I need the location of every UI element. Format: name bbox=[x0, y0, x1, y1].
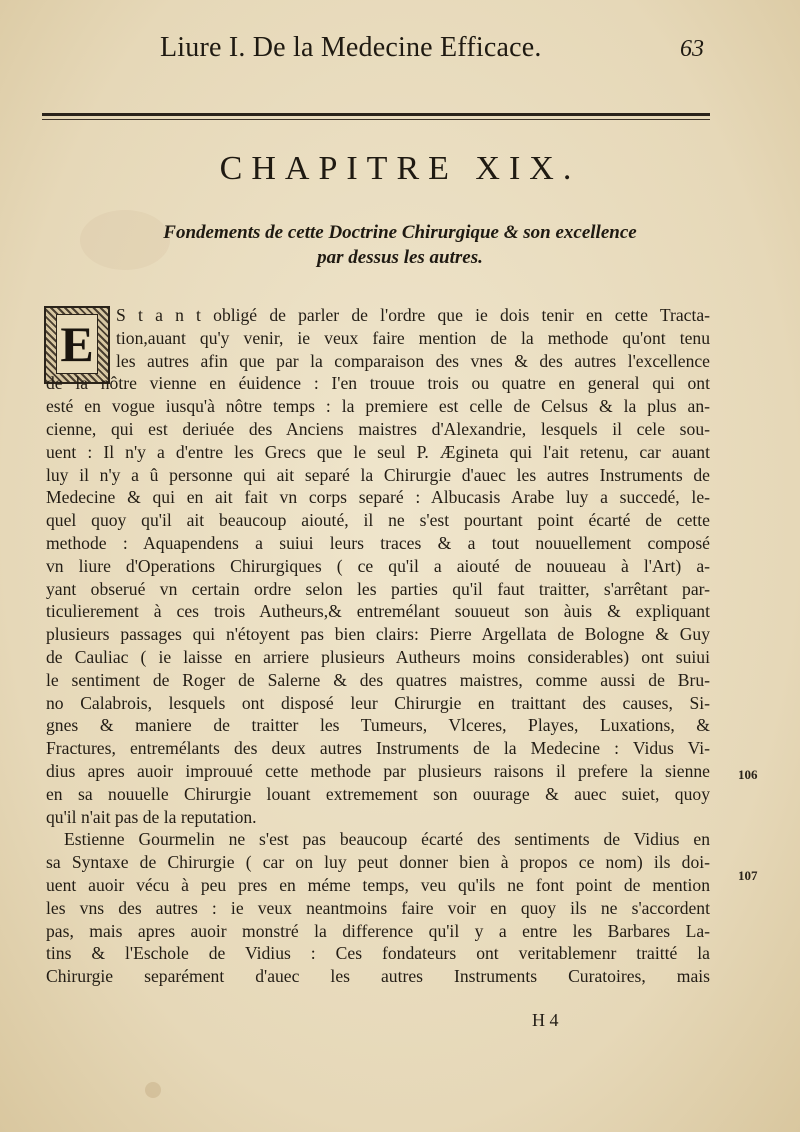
text-line: luy il n'y a û personne qui ait separé la Chirurgie d'auec les autres Instruments de bbox=[46, 464, 710, 485]
text-line: Chirurgie separément d'auec les autres Instruments Curatoires, mais bbox=[46, 966, 710, 987]
text-line: gnes & maniere de traitter les Tumeurs, Vlceres, Playes, Luxations, & bbox=[46, 715, 710, 736]
signature-mark: H 4 bbox=[532, 1010, 559, 1030]
text-line: esté en vogue iusqu'à nôtre temps : la premiere est celle de Celsus & la plus an- bbox=[46, 396, 710, 417]
text-line: de la nôtre vienne en éuidence : I'en trouue trois ou quatre en general qui ont bbox=[46, 373, 710, 394]
margin-note: 106 bbox=[738, 767, 758, 782]
text-line: qu'il n'ait pas de la reputation. bbox=[46, 806, 257, 827]
text-line: yant obserué vn certain ordre selon les parties qu'il faut traitter, s'arrêtant par- bbox=[46, 578, 710, 599]
text-line: de Cauliac ( ie laisse en arriere plusieurs Autheurs moins considerables) ont suiui bbox=[46, 646, 710, 667]
text-line: pas, mais apres auoir monstré la difference qu'il y a entre les Barbares La- bbox=[46, 920, 710, 941]
text-line: plusieurs passages qui n'étoyent pas bien clairs: Pierre Argellata de Bologne & Guy bbox=[46, 624, 710, 645]
text-line: uent auoir vécu à peu pres en méme temps, veu qu'ils ne font point de mention bbox=[46, 874, 710, 895]
chapter-subtitle-line: Fondements de cette Doctrine Chirurgique & son excellence bbox=[163, 222, 637, 243]
running-title: Liure I. De la Medecine Efficace. bbox=[160, 32, 542, 63]
paper-stain bbox=[145, 1082, 161, 1098]
drop-cap-letter: E bbox=[56, 314, 98, 374]
text-line: S t a n t obligé de parler de l'ordre que ie dois tenir en cette Tracta- bbox=[116, 305, 710, 325]
text-line: quel quoy qu'il ait beaucoup aiouté, il ne s'est pourtant point écarté de cette bbox=[46, 510, 710, 531]
chapter-subtitle-line: par dessus les autres. bbox=[317, 247, 483, 268]
chapter-heading: CHAPITRE XIX. bbox=[219, 150, 581, 187]
page-number: 63 bbox=[680, 36, 704, 62]
text-line: tins & l'Eschole de Vidius : Ces fondateurs ont veritablemenr traitté la bbox=[46, 943, 710, 964]
margin-note: 107 bbox=[738, 868, 758, 883]
text-line: tion,auant qu'y venir, ie veux faire mention de la methode qu'ont tenu bbox=[116, 327, 710, 348]
header-rule bbox=[42, 113, 710, 116]
text-line: uent : Il n'y a d'entre les Grecs que le seul P. Ægineta qui l'ait retenu, car auant bbox=[46, 441, 710, 462]
text-line: methode : Aquapendens a suiui leurs traces & a tout nouuellement composé bbox=[46, 532, 710, 553]
text-line: cienne, qui est deriuée des Anciens maistres d'Alexandrie, lesquels il cele sou- bbox=[46, 418, 710, 439]
text-line: dius apres auoir improuué cette methode par plusieurs raisons il prefere la sienne bbox=[46, 760, 710, 781]
text-line: vn liure d'Operations Chirurgiques ( ce qu'il a aiouté de nouueau à l'Art) a- bbox=[46, 555, 710, 576]
text-line: Medecine & qui en ait fait vn corps separé : Albucasis Arabe luy a succedé, le- bbox=[46, 487, 710, 508]
text-line: no Calabrois, lesquels ont disposé leur Chirurgie en traittant des causes, Si- bbox=[46, 692, 710, 713]
text-line: Fractures, entremélants des deux autres Instruments de la Medecine : Vidus Vi- bbox=[46, 738, 710, 759]
text-line: Estienne Gourmelin ne s'est pas beaucoup écarté des sentiments de Vidius en bbox=[64, 829, 710, 850]
text-line: en sa nouuelle Chirurgie louant extremement son ouurage & auec suiet, quoy bbox=[46, 783, 710, 804]
text-line: le sentiment de Roger de Salerne & des quatres maistres, comme aussi de Bru- bbox=[46, 669, 710, 690]
body-text bbox=[46, 304, 710, 988]
text-line: les autres afin que par la comparaison des vnes & des autres l'excellence bbox=[116, 350, 710, 371]
text-line: les vns des autres : ie veux neantmoins faire voir en quoy ils ne s'accordent bbox=[46, 897, 710, 918]
text-line: ticulierement à ces trois Autheurs,& entremélant souueut son àuis & expliquant bbox=[46, 601, 710, 622]
text-line: sa Syntaxe de Chirurgie ( car on luy peut donner bien à propos ce nom) ils doi- bbox=[46, 852, 710, 873]
running-head bbox=[0, 28, 800, 68]
header-rule-thin bbox=[42, 119, 710, 120]
